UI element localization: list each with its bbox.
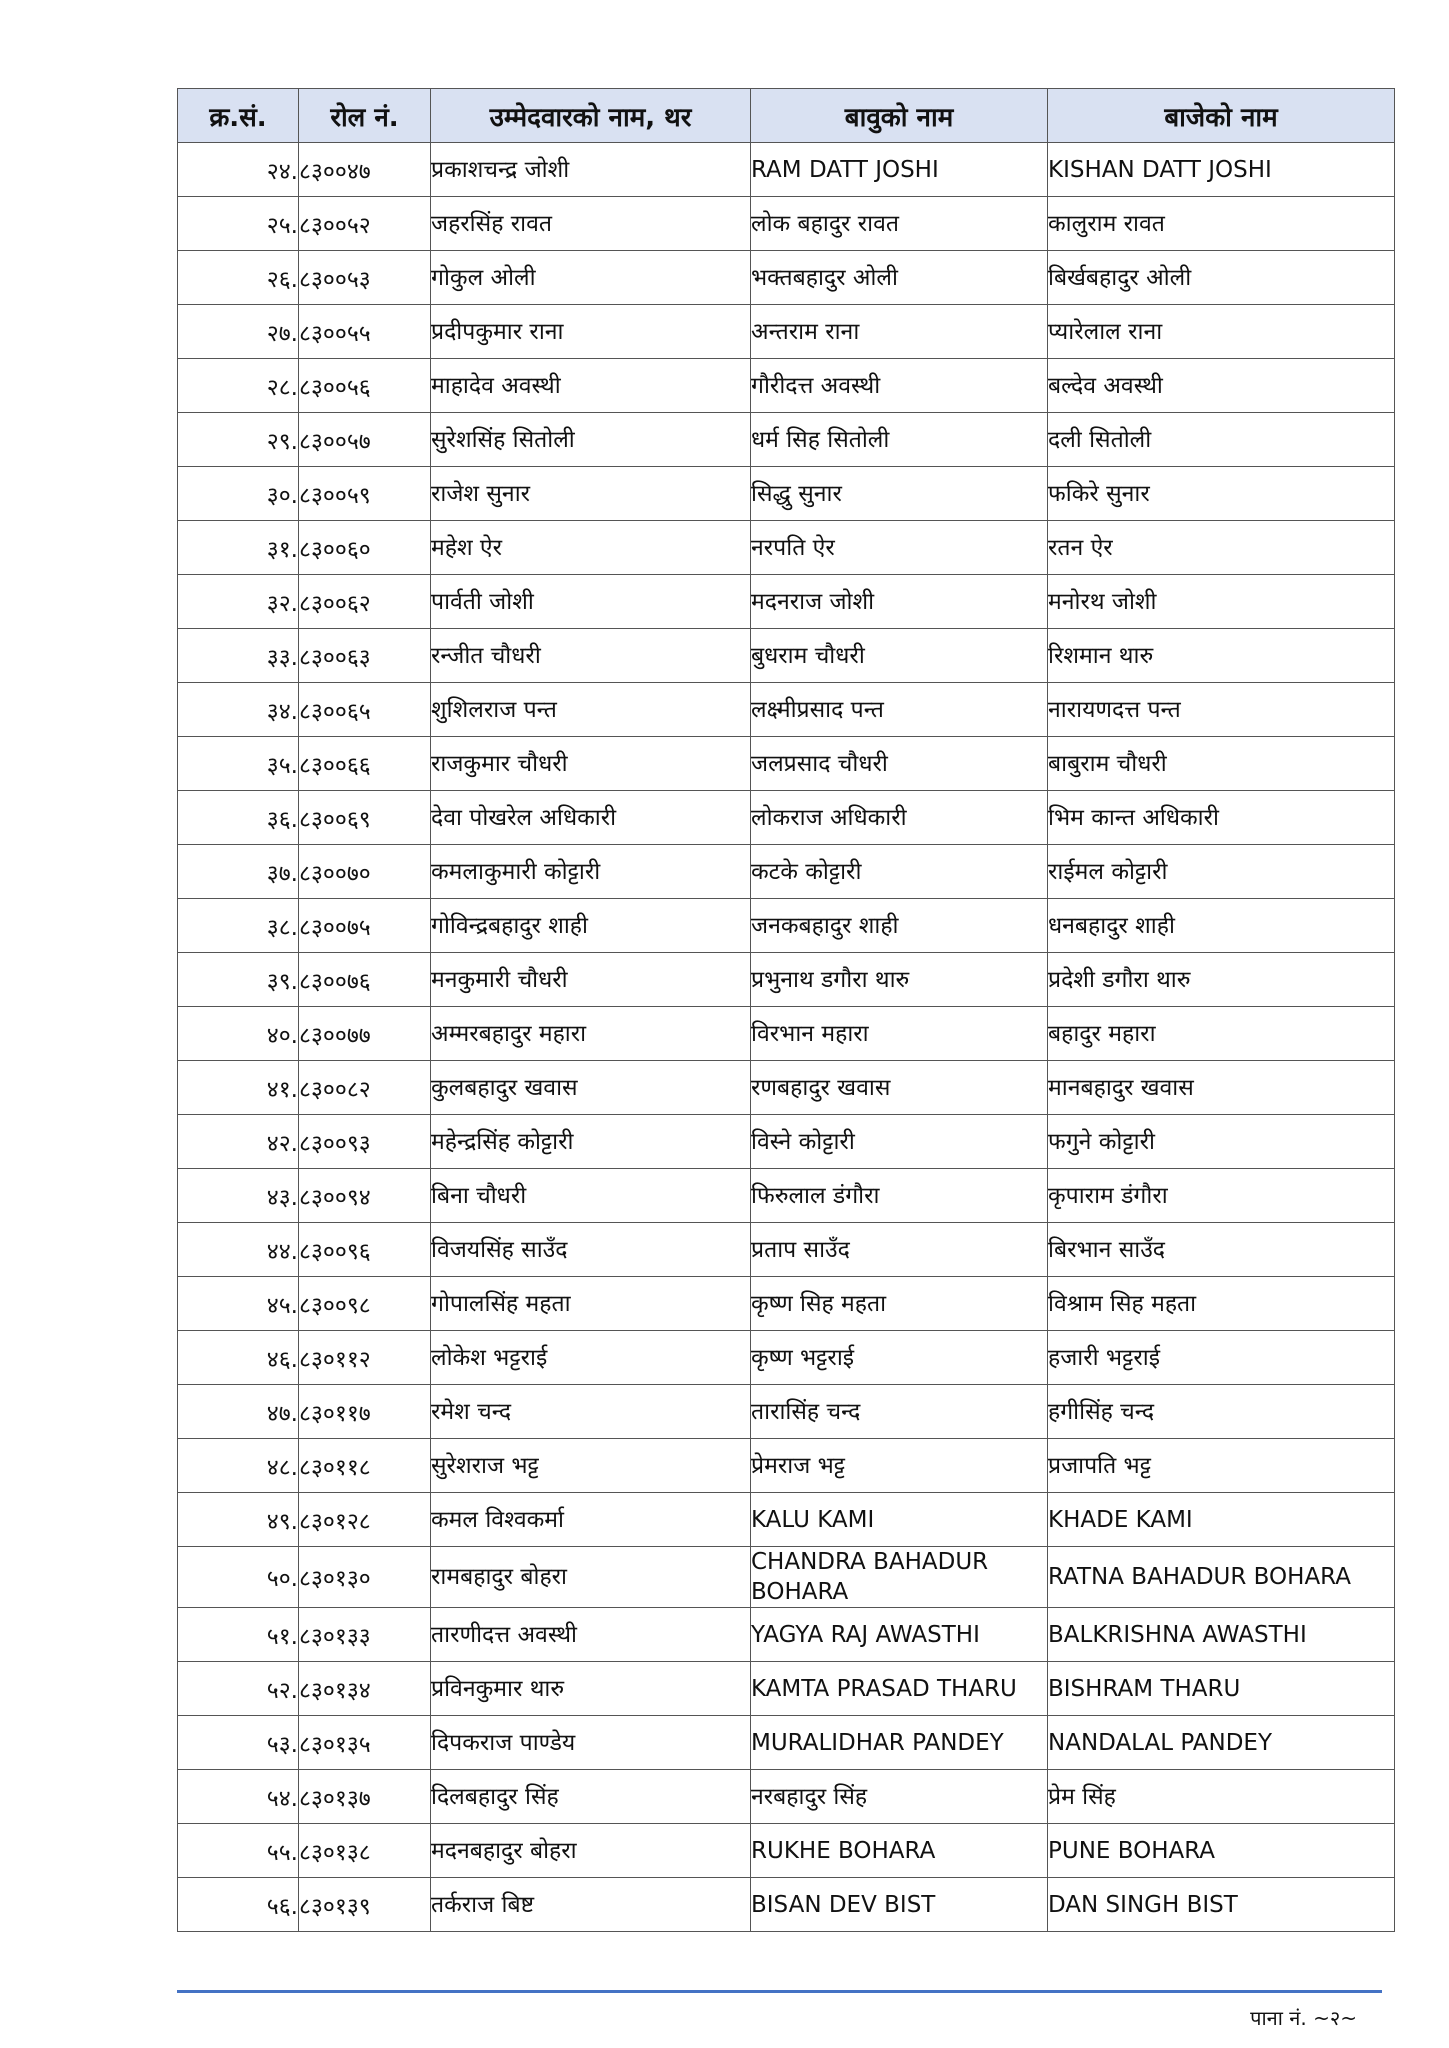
candidate-name-cell: राजेश सुनार: [431, 467, 751, 521]
grandfather-name-cell: PUNE BOHARA: [1048, 1824, 1395, 1878]
candidate-name-cell: प्रकाशचन्द्र जोशी: [431, 143, 751, 197]
candidate-name-cell: मनकुमारी चौधरी: [431, 953, 751, 1007]
father-name-cell: लोकराज अधिकारी: [751, 791, 1048, 845]
grandfather-name-cell: प्रजापति भट्ट: [1048, 1439, 1395, 1493]
candidate-name-cell: प्रविनकुमार थारु: [431, 1662, 751, 1716]
candidate-name-cell: विजयसिंह साउँद: [431, 1223, 751, 1277]
grandfather-name-cell: रिशमान थारु: [1048, 629, 1395, 683]
table-row: [178, 953, 1395, 1007]
father-name-cell: धर्म सिह सितोली: [751, 413, 1048, 467]
candidate-name-cell: पार्वती जोशी: [431, 575, 751, 629]
serial-cell: ३४.: [178, 683, 299, 737]
serial-cell: ४५.: [178, 1277, 299, 1331]
father-name-cell: नरबहादुर सिंह: [751, 1770, 1048, 1824]
grandfather-name-cell: राईमल कोट्टारी: [1048, 845, 1395, 899]
father-name-cell: प्रताप साउँद: [751, 1223, 1048, 1277]
serial-cell: ३२.: [178, 575, 299, 629]
serial-cell: ४७.: [178, 1385, 299, 1439]
father-name-cell: अन्तराम राना: [751, 305, 1048, 359]
roll-number-cell: ८३०१२८: [299, 1493, 431, 1547]
grandfather-name-cell: कृपाराम डंगौरा: [1048, 1169, 1395, 1223]
grandfather-name-cell: मानबहादुर खवास: [1048, 1061, 1395, 1115]
grandfather-name-cell: रतन ऐर: [1048, 521, 1395, 575]
table-row: [178, 791, 1395, 845]
candidate-name-cell: महेन्द्रसिंह कोट्टारी: [431, 1115, 751, 1169]
table-row: [178, 737, 1395, 791]
father-name-cell: रणबहादुर खवास: [751, 1061, 1048, 1115]
roll-number-cell: ८३०११८: [299, 1439, 431, 1493]
grandfather-name-cell: प्रेम सिंह: [1048, 1770, 1395, 1824]
table-row: [178, 1770, 1395, 1824]
roll-number-cell: ८३००५७: [299, 413, 431, 467]
grandfather-name-cell: दली सितोली: [1048, 413, 1395, 467]
father-name-cell: गौरीदत्त अवस्थी: [751, 359, 1048, 413]
grandfather-name-cell: BALKRISHNA AWASTHI: [1048, 1608, 1395, 1662]
candidate-name-cell: रन्जीत चौधरी: [431, 629, 751, 683]
candidate-name-cell: अम्मरबहादुर महारा: [431, 1007, 751, 1061]
grandfather-name-cell: बहादुर महारा: [1048, 1007, 1395, 1061]
roll-number-cell: ८३००५३: [299, 251, 431, 305]
table-row: [178, 1115, 1395, 1169]
candidate-name-cell: देवा पोखरेल अधिकारी: [431, 791, 751, 845]
candidate-name-cell: महेश ऐर: [431, 521, 751, 575]
roll-number-cell: ८३०११७: [299, 1385, 431, 1439]
header-father-name: बावुको नाम: [751, 89, 1048, 143]
father-name-cell: फिरुलाल डंगौरा: [751, 1169, 1048, 1223]
page-number: पाना नं. ~२~: [1250, 2006, 1357, 2030]
serial-cell: ३३.: [178, 629, 299, 683]
roll-number-cell: ८३०१३५: [299, 1716, 431, 1770]
roll-number-cell: ८३०१३४: [299, 1662, 431, 1716]
serial-cell: ३०.: [178, 467, 299, 521]
father-name-cell: सिद्धु सुनार: [751, 467, 1048, 521]
roll-number-cell: ८३००७५: [299, 899, 431, 953]
table-row: [178, 575, 1395, 629]
serial-cell: ३९.: [178, 953, 299, 1007]
father-name-cell: कृष्ण सिह महता: [751, 1277, 1048, 1331]
table-row: [178, 1277, 1395, 1331]
roll-number-cell: ८३०११२: [299, 1331, 431, 1385]
father-name-cell: तारासिंह चन्द: [751, 1385, 1048, 1439]
roll-number-cell: ८३०१३०: [299, 1547, 431, 1608]
serial-cell: ५१.: [178, 1608, 299, 1662]
grandfather-name-cell: KHADE KAMI: [1048, 1493, 1395, 1547]
table-row: [178, 143, 1395, 197]
serial-cell: २४.: [178, 143, 299, 197]
grandfather-name-cell: मनोरथ जोशी: [1048, 575, 1395, 629]
table-row: [178, 1439, 1395, 1493]
roll-number-cell: ८३००८२: [299, 1061, 431, 1115]
table-row: [178, 899, 1395, 953]
serial-cell: २६.: [178, 251, 299, 305]
serial-cell: २७.: [178, 305, 299, 359]
grandfather-name-cell: फकिरे सुनार: [1048, 467, 1395, 521]
table-row: [178, 1716, 1395, 1770]
candidate-name-cell: गोपालसिंह महता: [431, 1277, 751, 1331]
candidate-name-cell: राजकुमार चौधरी: [431, 737, 751, 791]
candidate-name-cell: तारणीदत्त अवस्थी: [431, 1608, 751, 1662]
candidate-name-cell: मदनबहादुर बोहरा: [431, 1824, 751, 1878]
table-row: [178, 1878, 1395, 1932]
roll-number-cell: ८३००६६: [299, 737, 431, 791]
grandfather-name-cell: कालुराम रावत: [1048, 197, 1395, 251]
father-name-cell: कटके कोट्टारी: [751, 845, 1048, 899]
roll-number-cell: ८३००५९: [299, 467, 431, 521]
father-name-cell: RUKHE BOHARA: [751, 1824, 1048, 1878]
roll-number-cell: ८३००५२: [299, 197, 431, 251]
roll-number-cell: ८३००९४: [299, 1169, 431, 1223]
serial-cell: ५५.: [178, 1824, 299, 1878]
header-serial: क्र.सं.: [178, 89, 299, 143]
serial-cell: २९.: [178, 413, 299, 467]
table-row: [178, 1061, 1395, 1115]
grandfather-name-cell: DAN SINGH BIST: [1048, 1878, 1395, 1932]
father-name-cell: BISAN DEV BIST: [751, 1878, 1048, 1932]
serial-cell: ३६.: [178, 791, 299, 845]
grandfather-name-cell: बल्देव अवस्थी: [1048, 359, 1395, 413]
father-name-cell: कृष्ण भट्टराई: [751, 1331, 1048, 1385]
candidate-name-cell: गोकुल ओली: [431, 251, 751, 305]
grandfather-name-cell: फगुने कोट्टारी: [1048, 1115, 1395, 1169]
father-name-cell: विस्ने कोट्टारी: [751, 1115, 1048, 1169]
father-name-cell: जनकबहादुर शाही: [751, 899, 1048, 953]
father-name-cell: लोक बहादुर रावत: [751, 197, 1048, 251]
table-row: [178, 629, 1395, 683]
table-row: [178, 251, 1395, 305]
roll-number-cell: ८३००७६: [299, 953, 431, 1007]
grandfather-name-cell: प्रदेशी डगौरा थारु: [1048, 953, 1395, 1007]
candidate-name-cell: दिलबहादुर सिंह: [431, 1770, 751, 1824]
roll-number-cell: ८३००९३: [299, 1115, 431, 1169]
candidate-table: [177, 88, 1395, 1932]
father-name-cell: MURALIDHAR PANDEY: [751, 1716, 1048, 1770]
roll-number-cell: ८३००६२: [299, 575, 431, 629]
roll-number-cell: ८३००६०: [299, 521, 431, 575]
father-name-cell: मदनराज जोशी: [751, 575, 1048, 629]
candidate-name-cell: सुरेशराज भट्ट: [431, 1439, 751, 1493]
serial-cell: २५.: [178, 197, 299, 251]
table-body: [178, 143, 1395, 1932]
roll-number-cell: ८३००५५: [299, 305, 431, 359]
candidate-name-cell: तर्कराज बिष्ट: [431, 1878, 751, 1932]
roll-number-cell: ८३००५६: [299, 359, 431, 413]
table-row: [178, 413, 1395, 467]
header-roll: रोल नं.: [299, 89, 431, 143]
serial-cell: ४३.: [178, 1169, 299, 1223]
father-name-cell: KALU KAMI: [751, 1493, 1048, 1547]
serial-cell: ५०.: [178, 1547, 299, 1608]
candidate-name-cell: दिपकराज पाण्डेय: [431, 1716, 751, 1770]
father-name-cell: भक्तबहादुर ओली: [751, 251, 1048, 305]
serial-cell: ३८.: [178, 899, 299, 953]
serial-cell: ४८.: [178, 1439, 299, 1493]
father-name-cell: लक्ष्मीप्रसाद पन्त: [751, 683, 1048, 737]
father-name-cell: CHANDRA BAHADUR BOHARA: [751, 1547, 1048, 1608]
table-row: [178, 1493, 1395, 1547]
candidate-name-cell: कुलबहादुर खवास: [431, 1061, 751, 1115]
table-row: [178, 521, 1395, 575]
candidate-name-cell: गोविन्द्रबहादुर शाही: [431, 899, 751, 953]
serial-cell: ४९.: [178, 1493, 299, 1547]
father-name-cell: जलप्रसाद चौधरी: [751, 737, 1048, 791]
grandfather-name-cell: धनबहादुर शाही: [1048, 899, 1395, 953]
father-name-cell: विरभान महारा: [751, 1007, 1048, 1061]
footer-divider: [177, 1990, 1382, 1993]
header-candidate-name: उम्मेदवारको नाम, थर: [431, 89, 751, 143]
table-row: [178, 1385, 1395, 1439]
table-row: [178, 305, 1395, 359]
grandfather-name-cell: हगीसिंह चन्द: [1048, 1385, 1395, 1439]
candidate-name-cell: रामबहादुर बोहरा: [431, 1547, 751, 1608]
roll-number-cell: ८३००६९: [299, 791, 431, 845]
serial-cell: ३७.: [178, 845, 299, 899]
candidate-name-cell: सुरेशसिंह सितोली: [431, 413, 751, 467]
candidate-name-cell: जहरसिंह रावत: [431, 197, 751, 251]
grandfather-name-cell: बिर्खबहादुर ओली: [1048, 251, 1395, 305]
table-row: [178, 359, 1395, 413]
table-row: [178, 1824, 1395, 1878]
serial-cell: ५३.: [178, 1716, 299, 1770]
roll-number-cell: ८३००७०: [299, 845, 431, 899]
roll-number-cell: ८३००६५: [299, 683, 431, 737]
grandfather-name-cell: RATNA BAHADUR BOHARA: [1048, 1547, 1395, 1608]
roll-number-cell: ८३००४७: [299, 143, 431, 197]
table-row: [178, 1331, 1395, 1385]
serial-cell: ५२.: [178, 1662, 299, 1716]
table-row: [178, 197, 1395, 251]
serial-cell: ४२.: [178, 1115, 299, 1169]
table-row: [178, 467, 1395, 521]
grandfather-name-cell: NANDALAL PANDEY: [1048, 1716, 1395, 1770]
father-name-cell: प्रभुनाथ डगौरा थारु: [751, 953, 1048, 1007]
roll-number-cell: ८३०१३८: [299, 1824, 431, 1878]
serial-cell: ३१.: [178, 521, 299, 575]
table-row: [178, 1608, 1395, 1662]
candidate-name-cell: प्रदीपकुमार राना: [431, 305, 751, 359]
table-row: [178, 683, 1395, 737]
roll-number-cell: ८३०१३३: [299, 1608, 431, 1662]
grandfather-name-cell: BISHRAM THARU: [1048, 1662, 1395, 1716]
father-name-cell: बुधराम चौधरी: [751, 629, 1048, 683]
table-row: [178, 1007, 1395, 1061]
father-name-cell: नरपति ऐर: [751, 521, 1048, 575]
candidate-name-cell: शुशिलराज पन्त: [431, 683, 751, 737]
candidate-name-cell: माहादेव अवस्थी: [431, 359, 751, 413]
table-row: [178, 1169, 1395, 1223]
grandfather-name-cell: बिरभान साउँद: [1048, 1223, 1395, 1277]
roll-number-cell: ८३००७७: [299, 1007, 431, 1061]
roll-number-cell: ८३०१३७: [299, 1770, 431, 1824]
father-name-cell: KAMTA PRASAD THARU: [751, 1662, 1048, 1716]
father-name-cell: YAGYA RAJ AWASTHI: [751, 1608, 1048, 1662]
serial-cell: २८.: [178, 359, 299, 413]
serial-cell: ३५.: [178, 737, 299, 791]
serial-cell: ५४.: [178, 1770, 299, 1824]
candidate-name-cell: कमल विश्वकर्मा: [431, 1493, 751, 1547]
serial-cell: ४१.: [178, 1061, 299, 1115]
father-name-cell: RAM DATT JOSHI: [751, 143, 1048, 197]
candidate-name-cell: रमेश चन्द: [431, 1385, 751, 1439]
grandfather-name-cell: KISHAN DATT JOSHI: [1048, 143, 1395, 197]
candidate-name-cell: बिना चौधरी: [431, 1169, 751, 1223]
grandfather-name-cell: हजारी भट्टराई: [1048, 1331, 1395, 1385]
table-header-row: [178, 89, 1395, 143]
serial-cell: ४०.: [178, 1007, 299, 1061]
table-row: [178, 1547, 1395, 1608]
roll-number-cell: ८३००९८: [299, 1277, 431, 1331]
grandfather-name-cell: प्यारेलाल राना: [1048, 305, 1395, 359]
serial-cell: ४४.: [178, 1223, 299, 1277]
table-row: [178, 1223, 1395, 1277]
roll-number-cell: ८३०१३९: [299, 1878, 431, 1932]
serial-cell: ४६.: [178, 1331, 299, 1385]
roll-number-cell: ८३००९६: [299, 1223, 431, 1277]
table-row: [178, 845, 1395, 899]
table-row: [178, 1662, 1395, 1716]
grandfather-name-cell: विश्राम सिह महता: [1048, 1277, 1395, 1331]
grandfather-name-cell: भिम कान्त अधिकारी: [1048, 791, 1395, 845]
roll-number-cell: ८३००६३: [299, 629, 431, 683]
father-name-cell: प्रेमराज भट्ट: [751, 1439, 1048, 1493]
serial-cell: ५६.: [178, 1878, 299, 1932]
grandfather-name-cell: बाबुराम चौधरी: [1048, 737, 1395, 791]
candidate-name-cell: लोकेश भट्टराई: [431, 1331, 751, 1385]
grandfather-name-cell: नारायणदत्त पन्त: [1048, 683, 1395, 737]
header-grandfather-name: बाजेको नाम: [1048, 89, 1395, 143]
candidate-name-cell: कमलाकुमारी कोट्टारी: [431, 845, 751, 899]
